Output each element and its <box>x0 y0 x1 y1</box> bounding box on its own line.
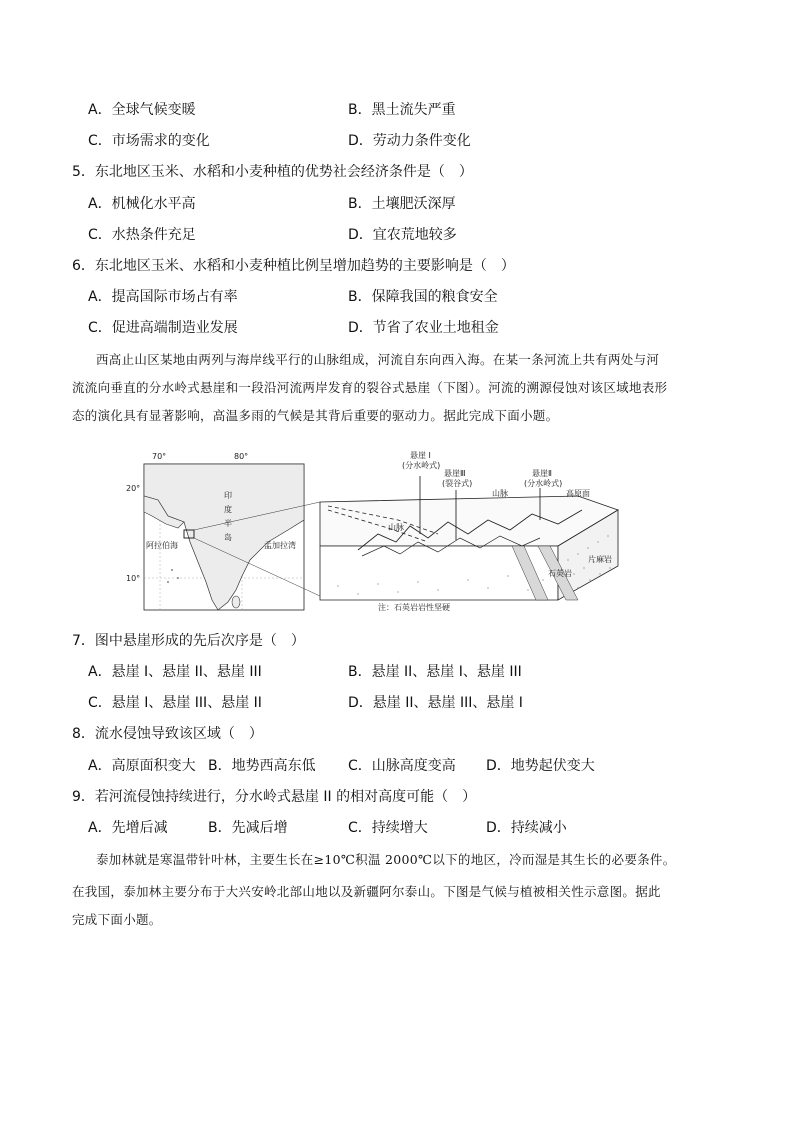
cliff-3-name: 悬崖Ⅲ <box>444 469 466 478</box>
peninsula-char-2: 度 <box>224 505 232 514</box>
q8-option-d: D．地势起伏变大 <box>486 758 595 774</box>
passage-2-line-1: 泰加林就是寒温带针叶林，主要生长在≥10℃积温 2000℃以下的地区，冷而湿是其生长的必要条件。 <box>96 852 676 867</box>
q8-option-c: C．山脉高度变高 <box>348 758 456 774</box>
peninsula-char-3: 半 <box>224 519 232 528</box>
q7-option-b: B．悬崖 II、悬崖 I、悬崖 III <box>348 664 522 680</box>
passage-1-line-2: 流流向垂直的分水岭式悬崖和一段沿河流两岸发育的裂谷式悬崖（下图）。河流的溯源侵蚀对该区域地表形 <box>72 380 668 395</box>
lon-80-label: 80° <box>234 452 249 461</box>
sri-lanka <box>232 596 240 608</box>
mountain-right-label: 山脉 <box>492 489 508 498</box>
q5-option-d: D．宜农荒地较多 <box>348 227 457 243</box>
passage-1-line-1: 西高止山区某地由两列与海岸线平行的山脉组成，河流自东向西入海。在某一条河流上共有两处与河 <box>96 352 660 367</box>
peninsula-char-4: 岛 <box>224 533 232 542</box>
passage-2-line-3: 完成下面小题。 <box>72 912 162 927</box>
q4-option-c: C．市场需求的变化 <box>88 133 210 149</box>
q9-option-b: B．先减后增 <box>208 820 288 836</box>
q8-option-b: B．地势西高东低 <box>208 758 316 774</box>
plateau-label: 高原面 <box>566 489 590 498</box>
q7-option-d: D．悬崖 II、悬崖 III、悬崖 I <box>348 695 523 711</box>
arabian-sea-label: 阿拉伯海 <box>146 541 178 550</box>
gneiss-label: 片麻岩 <box>588 555 612 564</box>
cliff-2-type: (分水岭式) <box>524 479 563 488</box>
passage-2-line-2: 在我国，泰加林主要分布于大兴安岭北部山地以及新疆阿尔泰山。下图是气候与植被相关性示意图。据此 <box>72 884 661 899</box>
peninsula-char-1: 印 <box>224 491 232 500</box>
lat-20-label: 20° <box>126 484 141 493</box>
q7-option-c: C．悬崖 I、悬崖 III、悬崖 II <box>88 695 262 711</box>
q8-stem: 8．流水侵蚀导致该区域（ ） <box>72 726 263 742</box>
lon-70-label: 70° <box>152 452 167 461</box>
lat-10-label: 10° <box>126 574 141 583</box>
q4-option-b: B．黑土流失严重 <box>348 102 456 118</box>
q5-option-b: B．土壤肥沃深厚 <box>348 196 456 212</box>
q6-option-a: A．提高国际市场占有率 <box>88 289 238 305</box>
q6-option-d: D．节省了农业土地租金 <box>348 320 499 336</box>
bay-of-bengal-label: 孟加拉湾 <box>264 541 296 550</box>
q7-stem: 7．图中悬崖形成的先后次序是（ ） <box>72 633 305 649</box>
q4-option-d: D．劳动力条件变化 <box>348 133 471 149</box>
q5-stem: 5．东北地区玉米、水稻和小麦种植的优势社会经济条件是（ ） <box>72 164 473 180</box>
figure-cliff-map-and-block-diagram <box>126 450 666 620</box>
q7-option-a: A．悬崖 I、悬崖 II、悬崖 III <box>88 664 262 680</box>
q8-option-a: A．高原面积变大 <box>88 758 196 774</box>
quartzite-label: 石英岩 <box>548 569 572 578</box>
q9-stem: 9．若河流侵蚀持续进行，分水岭式悬崖 II 的相对高度可能（ ） <box>72 789 477 805</box>
q6-option-b: B．保障我国的粮食安全 <box>348 289 498 305</box>
cliff-1-name: 悬崖 I <box>410 451 431 460</box>
cliff-2-name: 悬崖Ⅱ <box>532 469 552 478</box>
passage-1-line-3: 态的演化具有显著影响，高温多雨的气候是其背后重要的驱动力。据此完成下面小题。 <box>72 408 559 423</box>
q9-option-c: C．持续增大 <box>348 820 428 836</box>
q5-option-a: A．机械化水平高 <box>88 196 196 212</box>
q6-stem: 6．东北地区玉米、水稻和小麦种植比例呈增加趋势的主要影响是（ ） <box>72 258 515 274</box>
cliff-1-type: (分水岭式) <box>402 461 441 470</box>
q6-option-c: C．促进高端制造业发展 <box>88 320 238 336</box>
q9-option-a: A．先增后减 <box>88 820 168 836</box>
mountain-left-label: 山脉 <box>388 523 404 532</box>
q5-option-c: C．水热条件充足 <box>88 227 196 243</box>
cliff-3-type: (裂谷式) <box>442 479 473 488</box>
figure-note: 注：石英岩岩性坚硬 <box>378 603 450 612</box>
q9-option-d: D．持续减小 <box>486 820 567 836</box>
q4-option-a: A．全球气候变暖 <box>88 102 196 118</box>
